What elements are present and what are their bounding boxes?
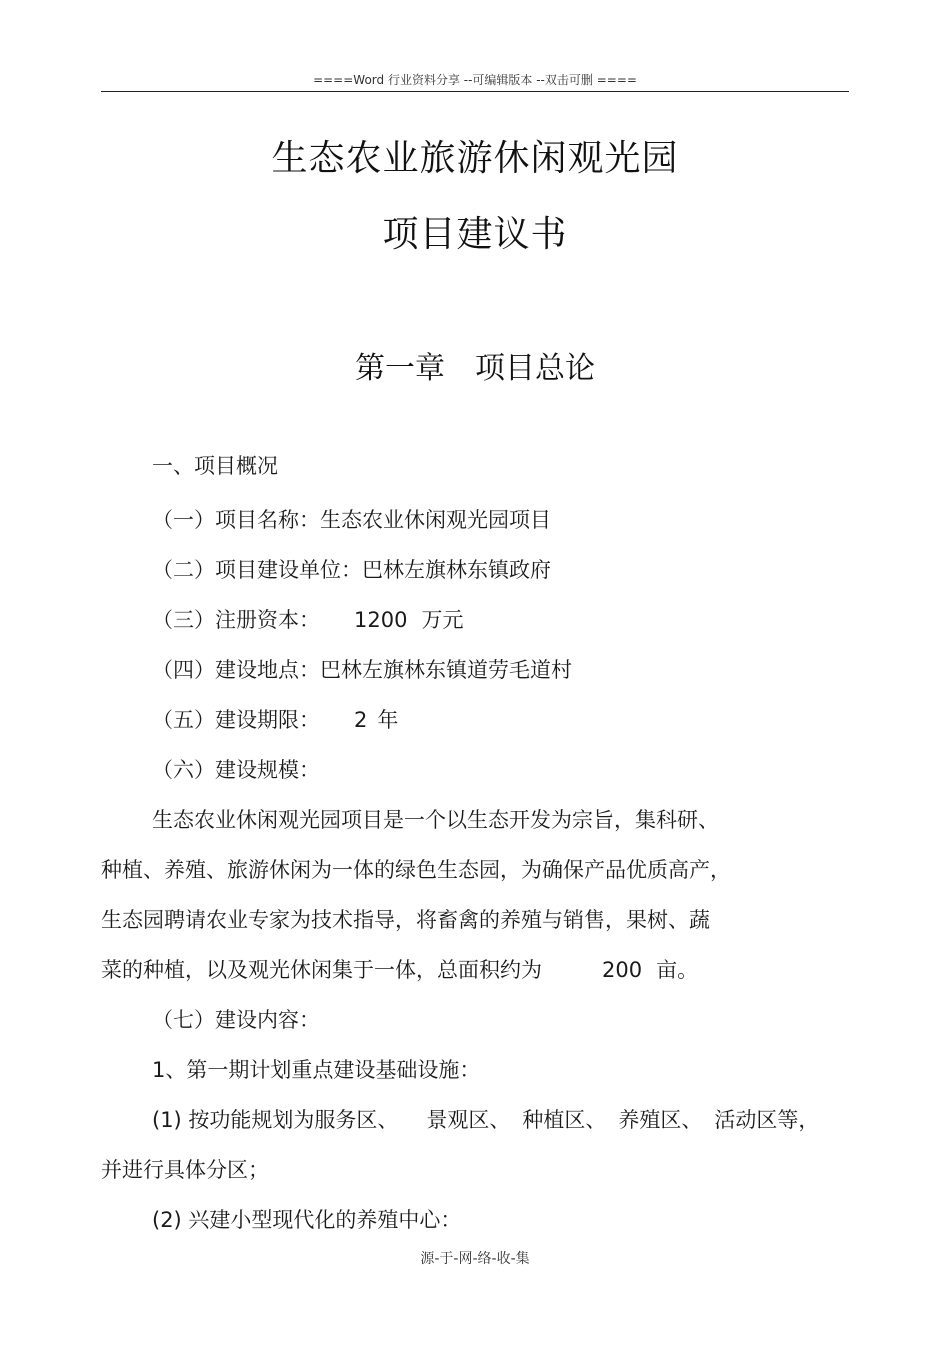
list-item: (1) 按功能规划为服务区、 景观区、 种植区、 养殖区、 活动区等， bbox=[152, 1108, 820, 1132]
phase-heading: 1、第一期计划重点建设基础设施： bbox=[152, 1058, 481, 1082]
period-item: （五）建设期限： 2 年 bbox=[152, 708, 399, 732]
location-item: （四）建设地点：巴林左旗林东镇道劳毛道村 bbox=[152, 658, 572, 682]
content-item: （七）建设内容： bbox=[152, 1008, 320, 1032]
capital-item: （三）注册资本： 1200 万元 bbox=[152, 608, 464, 632]
chapter-name: 项目总论 bbox=[475, 351, 595, 386]
paragraph-line: 生态园聘请农业专家为技术指导，将畜禽的养殖与销售，果树、蔬 bbox=[101, 908, 710, 932]
section-heading: 一、项目概况 bbox=[152, 454, 278, 478]
chapter-heading bbox=[0, 343, 950, 387]
scale-item: （六）建设规模： bbox=[152, 758, 320, 782]
list-item-continued: 并进行具体分区； bbox=[101, 1158, 269, 1182]
header-divider bbox=[101, 91, 849, 92]
paragraph-line: 生态农业休闲观光园项目是一个以生态开发为宗旨，集科研、 bbox=[152, 808, 719, 832]
list-item: (2) 兴建小型现代化的养殖中心： bbox=[152, 1208, 462, 1232]
chapter-number: 第一章 bbox=[355, 351, 445, 386]
project-name-item: （一）项目名称：生态农业休闲观光园项目 bbox=[152, 508, 551, 532]
page-footer: 源-于-网-络-收-集 bbox=[420, 1251, 530, 1267]
paragraph-line: 菜的种植，以及观光休闲集于一体，总面积约为 200 亩。 bbox=[101, 958, 699, 982]
paragraph-line: 种植、养殖、旅游休闲为一体的绿色生态园，为确保产品优质高产， bbox=[101, 858, 731, 882]
document-subtitle: 项目建议书 bbox=[382, 214, 568, 255]
document-title: 生态农业旅游休闲观光园 bbox=[271, 138, 679, 179]
builder-item: （二）项目建设单位：巴林左旗林东镇政府 bbox=[152, 558, 551, 582]
page-header: ====Word 行业资料分享 --可编辑版本 --双击可删 ==== bbox=[313, 73, 637, 87]
